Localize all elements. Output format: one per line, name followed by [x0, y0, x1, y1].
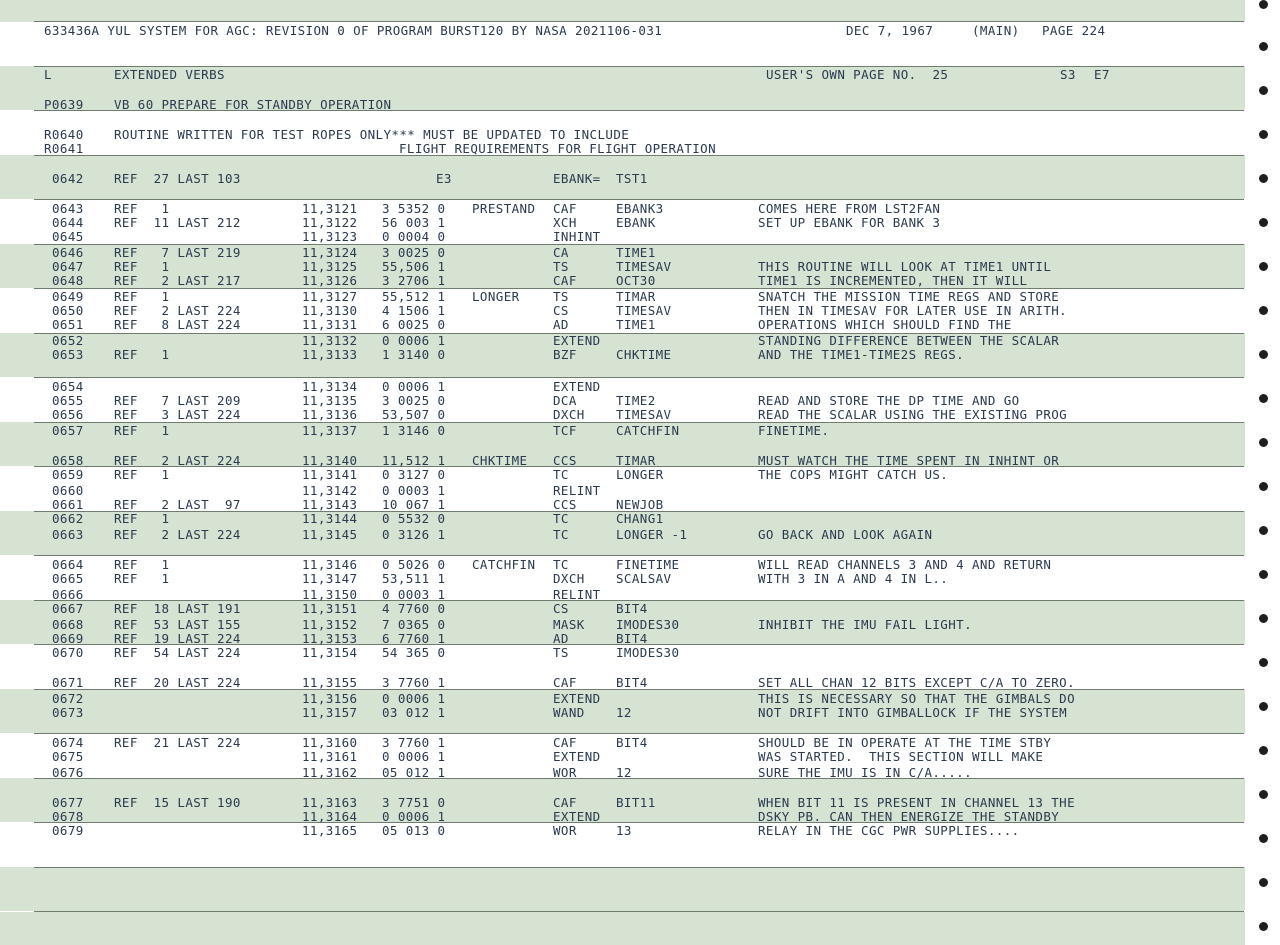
address: 11,3160: [302, 735, 358, 750]
feed-hole: [1259, 306, 1268, 315]
line-number: 0661: [52, 497, 84, 512]
comment: READ AND STORE THE DP TIME AND GO: [758, 393, 1020, 408]
opcode: CA: [553, 245, 569, 260]
preamble-text: ROUTINE WRITTEN FOR TEST ROPES ONLY*** MUST BE UPDATED TO INCLUDE: [114, 127, 630, 142]
operand: BIT11: [616, 795, 656, 810]
opcode: CAF: [553, 735, 577, 750]
octal-code: 03 012 1: [382, 705, 446, 720]
line-number: 0650: [52, 303, 84, 318]
operand: CHANG1: [616, 511, 664, 526]
address: 11,3123: [302, 229, 358, 244]
operand: SCALSAV: [616, 571, 672, 586]
ruled-line: [34, 733, 1244, 734]
opcode: DXCH: [553, 571, 585, 586]
ruled-line: [34, 911, 1244, 912]
listing-main: (MAIN): [972, 23, 1020, 38]
line-number: 0654: [52, 379, 84, 394]
ruled-line: [34, 377, 1244, 378]
operand: IMODES30: [616, 617, 680, 632]
line-number: 0675: [52, 749, 84, 764]
address: 11,3134: [302, 379, 358, 394]
line-number: 0649: [52, 289, 84, 304]
line-number: 0660: [52, 483, 84, 498]
comment: WILL READ CHANNELS 3 AND 4 AND RETURN: [758, 557, 1052, 572]
opcode: EXTEND: [553, 379, 601, 394]
address: 11,3162: [302, 765, 358, 780]
address: 11,3163: [302, 795, 358, 810]
line-number: 0656: [52, 407, 84, 422]
address: 11,3151: [302, 601, 358, 616]
octal-code: 54 365 0: [382, 645, 446, 660]
octal-code: 0 0003 1: [382, 483, 446, 498]
octal-code: 3 7760 1: [382, 675, 446, 690]
address: 11,3155: [302, 675, 358, 690]
feed-hole: [1259, 262, 1268, 271]
listing-date: DEC 7, 1967: [846, 23, 934, 38]
ref-column: REF 2 LAST 224: [114, 453, 241, 468]
comment: FINETIME.: [758, 423, 830, 438]
label: CHKTIME: [472, 453, 528, 468]
line-number: 0667: [52, 601, 84, 616]
ruled-line: [34, 867, 1244, 868]
opcode: TC: [553, 527, 569, 542]
octal-code: 3 7760 1: [382, 735, 446, 750]
ref-column: REF 1: [114, 511, 170, 526]
ref-column: REF 2 LAST 97: [114, 497, 241, 512]
opcode: BZF: [553, 347, 577, 362]
green-band: [0, 867, 1245, 911]
address: 11,3141: [302, 467, 358, 482]
octal-code: 4 1506 1: [382, 303, 446, 318]
line-number: 0673: [52, 705, 84, 720]
address: 11,3133: [302, 347, 358, 362]
ref-column: REF 1: [114, 423, 170, 438]
feed-hole: [1259, 922, 1268, 931]
opcode: TS: [553, 289, 569, 304]
feed-hole: [1259, 218, 1268, 227]
operand: 12: [616, 765, 632, 780]
address: 11,3150: [302, 587, 358, 602]
ref-column: REF 8 LAST 224: [114, 317, 241, 332]
feed-hole: [1259, 42, 1268, 51]
address: 11,3124: [302, 245, 358, 260]
comment: WAS STARTED. THIS SECTION WILL MAKE: [758, 749, 1044, 764]
octal-code: 0 0006 1: [382, 749, 446, 764]
preamble-number: P0639: [44, 97, 84, 112]
opcode: EXTEND: [553, 691, 601, 706]
ruled-line: [34, 778, 1244, 779]
address: 11,3154: [302, 645, 358, 660]
octal-code: 3 0025 0: [382, 245, 446, 260]
line-number: 0679: [52, 823, 84, 838]
octal-code: 3 5352 0: [382, 201, 446, 216]
ref-column: REF 1: [114, 347, 170, 362]
opcode: WOR: [553, 765, 577, 780]
address: 11,3127: [302, 289, 358, 304]
feed-hole: [1259, 174, 1268, 183]
octal-code: 0 0006 1: [382, 379, 446, 394]
comment: THIS IS NECESSARY SO THAT THE GIMBALS DO: [758, 691, 1076, 706]
opcode: EXTEND: [553, 333, 601, 348]
ruled-line: [34, 822, 1244, 823]
comment: WITH 3 IN A AND 4 IN L..: [758, 571, 949, 586]
comment: DSKY PB. CAN THEN ENERGIZE THE STANDBY: [758, 809, 1060, 824]
address: 11,3136: [302, 407, 358, 422]
octal-code: 0 0003 1: [382, 587, 446, 602]
section-e7: E7: [1094, 67, 1110, 82]
label: E3: [436, 171, 452, 186]
octal-code: 4 7760 0: [382, 601, 446, 616]
feed-hole: [1259, 350, 1268, 359]
comment: GO BACK AND LOOK AGAIN: [758, 527, 933, 542]
line-number: 0677: [52, 795, 84, 810]
ref-column: REF 1: [114, 201, 170, 216]
opcode: AD: [553, 317, 569, 332]
opcode: WAND: [553, 705, 585, 720]
comment: OPERATIONS WHICH SHOULD FIND THE: [758, 317, 1012, 332]
comment: TIME1 IS INCREMENTED, THEN IT WILL: [758, 273, 1028, 288]
opcode: EXTEND: [553, 749, 601, 764]
label: PRESTAND: [472, 201, 536, 216]
line-number: 0645: [52, 229, 84, 244]
opcode: EBANK=: [553, 171, 601, 186]
line-number: 0668: [52, 617, 84, 632]
address: 11,3164: [302, 809, 358, 824]
ref-column: REF 54 LAST 224: [114, 645, 241, 660]
operand: LONGER: [616, 467, 664, 482]
operand: TIMESAV: [616, 303, 672, 318]
operand: NEWJOB: [616, 497, 664, 512]
operand: TIME1: [616, 245, 656, 260]
preamble-number: R0640: [44, 127, 84, 142]
line-number: 0643: [52, 201, 84, 216]
opcode: TC: [553, 511, 569, 526]
octal-code: 0 5532 0: [382, 511, 446, 526]
preamble-number: R0641: [44, 141, 84, 156]
ref-column: REF 7 LAST 219: [114, 245, 241, 260]
comment: THIS ROUTINE WILL LOOK AT TIME1 UNTIL: [758, 259, 1052, 274]
comment: THE COPS MIGHT CATCH US.: [758, 467, 949, 482]
octal-code: 11,512 1: [382, 453, 446, 468]
feed-hole: [1259, 614, 1268, 623]
line-number: 0653: [52, 347, 84, 362]
address: 11,3161: [302, 749, 358, 764]
address: 11,3140: [302, 453, 358, 468]
opcode: MASK: [553, 617, 585, 632]
ref-column: REF 27 LAST 103: [114, 171, 241, 186]
ref-column: REF 1: [114, 467, 170, 482]
opcode: DXCH: [553, 407, 585, 422]
operand: IMODES30: [616, 645, 680, 660]
octal-code: 3 0025 0: [382, 393, 446, 408]
operand: BIT4: [616, 675, 648, 690]
opcode: TC: [553, 467, 569, 482]
feed-hole: [1259, 746, 1268, 755]
feed-hole: [1259, 878, 1268, 887]
line-number: 0646: [52, 245, 84, 260]
octal-code: 0 0006 1: [382, 691, 446, 706]
opcode: TS: [553, 645, 569, 660]
feed-hole: [1259, 790, 1268, 799]
opcode: TS: [553, 259, 569, 274]
opcode: RELINT: [553, 483, 601, 498]
opcode: EXTEND: [553, 809, 601, 824]
ref-column: REF 2 LAST 224: [114, 303, 241, 318]
opcode: CCS: [553, 453, 577, 468]
line-number: 0674: [52, 735, 84, 750]
ref-column: REF 1: [114, 557, 170, 572]
opcode: WOR: [553, 823, 577, 838]
operand: TST1: [616, 171, 648, 186]
feed-hole: [1259, 834, 1268, 843]
octal-code: 05 013 0: [382, 823, 446, 838]
comment: SNATCH THE MISSION TIME REGS AND STORE: [758, 289, 1060, 304]
ruled-line: [34, 555, 1244, 556]
address: 11,3156: [302, 691, 358, 706]
comment: RELAY IN THE CGC PWR SUPPLIES....: [758, 823, 1020, 838]
ref-column: REF 53 LAST 155: [114, 617, 241, 632]
octal-code: 0 3127 0: [382, 467, 446, 482]
octal-code: 05 012 1: [382, 765, 446, 780]
ref-column: REF 7 LAST 209: [114, 393, 241, 408]
operand: TIME2: [616, 393, 656, 408]
address: 11,3145: [302, 527, 358, 542]
line-number: 0657: [52, 423, 84, 438]
operand: BIT4: [616, 601, 648, 616]
octal-code: 0 3126 1: [382, 527, 446, 542]
address: 11,3143: [302, 497, 358, 512]
operand: 12: [616, 705, 632, 720]
line-number: 0648: [52, 273, 84, 288]
comment: READ THE SCALAR USING THE EXISTING PROG: [758, 407, 1068, 422]
ref-column: REF 11 LAST 212: [114, 215, 241, 230]
line-number: 0666: [52, 587, 84, 602]
comment: SHOULD BE IN OPERATE AT THE TIME STBY: [758, 735, 1052, 750]
line-number: 0665: [52, 571, 84, 586]
feed-hole: [1259, 0, 1268, 9]
octal-code: 53,507 0: [382, 407, 446, 422]
page-number: PAGE 224: [1042, 23, 1106, 38]
octal-code: 7 0365 0: [382, 617, 446, 632]
opcode: INHINT: [553, 229, 601, 244]
line-number: 0676: [52, 765, 84, 780]
opcode: CS: [553, 601, 569, 616]
line-number: 0669: [52, 631, 84, 646]
opcode: TC: [553, 557, 569, 572]
comment: COMES HERE FROM LST2FAN: [758, 201, 941, 216]
comment: MUST WATCH THE TIME SPENT IN INHINT OR: [758, 453, 1060, 468]
green-band: [0, 912, 1245, 945]
address: 11,3142: [302, 483, 358, 498]
operand: LONGER -1: [616, 527, 688, 542]
line-number: 0655: [52, 393, 84, 408]
operand: BIT4: [616, 631, 648, 646]
feed-hole: [1259, 86, 1268, 95]
feed-hole: [1259, 482, 1268, 491]
comment: NOT DRIFT INTO GIMBALLOCK IF THE SYSTEM: [758, 705, 1068, 720]
ref-column: REF 1: [114, 259, 170, 274]
opcode: CCS: [553, 497, 577, 512]
octal-code: 0 0004 0: [382, 229, 446, 244]
ref-column: REF 3 LAST 224: [114, 407, 241, 422]
section-name: EXTENDED VERBS: [114, 67, 225, 82]
tractor-feed-strip: [1245, 0, 1280, 945]
operand: CATCHFIN: [616, 423, 680, 438]
octal-code: 6 7760 1: [382, 631, 446, 646]
operand: EBANK3: [616, 201, 664, 216]
feed-hole: [1259, 570, 1268, 579]
line-number: 0652: [52, 333, 84, 348]
preamble-text: VB 60 PREPARE FOR STANDBY OPERATION: [114, 97, 392, 112]
opcode: CAF: [553, 675, 577, 690]
octal-code: 0 0006 1: [382, 809, 446, 824]
line-number: 0664: [52, 557, 84, 572]
ruled-line: [34, 21, 1244, 22]
octal-code: 3 2706 1: [382, 273, 446, 288]
label: CATCHFIN: [472, 557, 536, 572]
octal-code: 0 5026 0: [382, 557, 446, 572]
address: 11,3125: [302, 259, 358, 274]
feed-hole: [1259, 658, 1268, 667]
comment: INHIBIT THE IMU FAIL LIGHT.: [758, 617, 972, 632]
address: 11,3157: [302, 705, 358, 720]
operand: BIT4: [616, 735, 648, 750]
ruled-line: [34, 333, 1244, 334]
operand: EBANK: [616, 215, 656, 230]
opcode: RELINT: [553, 587, 601, 602]
line-number: 0651: [52, 317, 84, 332]
octal-code: 56 003 1: [382, 215, 446, 230]
feed-hole: [1259, 394, 1268, 403]
line-number: 0642: [52, 171, 84, 186]
feed-hole: [1259, 526, 1268, 535]
line-number: 0662: [52, 511, 84, 526]
operand: TIMAR: [616, 289, 656, 304]
ref-column: REF 1: [114, 289, 170, 304]
line-number: 0672: [52, 691, 84, 706]
comment: SET ALL CHAN 12 BITS EXCEPT C/A TO ZERO.: [758, 675, 1076, 690]
line-number: 0678: [52, 809, 84, 824]
comment: WHEN BIT 11 IS PRESENT IN CHANNEL 13 THE: [758, 795, 1076, 810]
opcode: CAF: [553, 201, 577, 216]
ref-column: REF 21 LAST 224: [114, 735, 241, 750]
line-number: 0647: [52, 259, 84, 274]
ref-column: REF 2 LAST 224: [114, 527, 241, 542]
octal-code: 0 0006 1: [382, 333, 446, 348]
feed-hole: [1259, 130, 1268, 139]
ref-column: REF 18 LAST 191: [114, 601, 241, 616]
operand: TIME1: [616, 317, 656, 332]
address: 11,3147: [302, 571, 358, 586]
line-number: 0658: [52, 453, 84, 468]
preamble-text: FLIGHT REQUIREMENTS FOR FLIGHT OPERATION: [399, 141, 717, 156]
feed-hole: [1259, 438, 1268, 447]
label: LONGER: [472, 289, 520, 304]
opcode: TCF: [553, 423, 577, 438]
octal-code: 53,511 1: [382, 571, 446, 586]
operand: TIMESAV: [616, 259, 672, 274]
opcode: AD: [553, 631, 569, 646]
ref-column: REF 19 LAST 224: [114, 631, 241, 646]
users-page-number: USER'S OWN PAGE NO. 25: [766, 67, 949, 82]
address: 11,3130: [302, 303, 358, 318]
section-log: L: [44, 67, 52, 82]
operand: TIMAR: [616, 453, 656, 468]
line-number: 0663: [52, 527, 84, 542]
line-number: 0670: [52, 645, 84, 660]
operand: CHKTIME: [616, 347, 672, 362]
address: 11,3135: [302, 393, 358, 408]
octal-code: 10 067 1: [382, 497, 446, 512]
address: 11,3122: [302, 215, 358, 230]
operand: TIMESAV: [616, 407, 672, 422]
line-number: 0671: [52, 675, 84, 690]
operand: 13: [616, 823, 632, 838]
comment: THEN IN TIMESAV FOR LATER USE IN ARITH.: [758, 303, 1068, 318]
opcode: CAF: [553, 273, 577, 288]
address: 11,3137: [302, 423, 358, 438]
octal-code: 55,512 1: [382, 289, 446, 304]
address: 11,3126: [302, 273, 358, 288]
octal-code: 6 0025 0: [382, 317, 446, 332]
line-number: 0659: [52, 467, 84, 482]
comment: STANDING DIFFERENCE BETWEEN THE SCALAR: [758, 333, 1060, 348]
comment: SURE THE IMU IS IN C/A.....: [758, 765, 972, 780]
opcode: CS: [553, 303, 569, 318]
octal-code: 1 3140 0: [382, 347, 446, 362]
octal-code: 1 3146 0: [382, 423, 446, 438]
octal-code: 55,506 1: [382, 259, 446, 274]
line-number: 0644: [52, 215, 84, 230]
octal-code: 3 7751 0: [382, 795, 446, 810]
opcode: XCH: [553, 215, 577, 230]
address: 11,3165: [302, 823, 358, 838]
address: 11,3131: [302, 317, 358, 332]
listing-title: 633436A YUL SYSTEM FOR AGC: REVISION 0 OF PROGRAM BURST120 BY NASA 2021106-031: [44, 23, 663, 38]
ruled-line: [34, 199, 1244, 200]
opcode: CAF: [553, 795, 577, 810]
ref-column: REF 20 LAST 224: [114, 675, 241, 690]
address: 11,3132: [302, 333, 358, 348]
section-s3: S3: [1060, 67, 1076, 82]
address: 11,3153: [302, 631, 358, 646]
comment: AND THE TIME1-TIME2S REGS.: [758, 347, 965, 362]
address: 11,3144: [302, 511, 358, 526]
operand: OCT30: [616, 273, 656, 288]
address: 11,3152: [302, 617, 358, 632]
address: 11,3121: [302, 201, 358, 216]
green-band: [0, 0, 1245, 22]
ref-column: REF 2 LAST 217: [114, 273, 241, 288]
ref-column: REF 1: [114, 571, 170, 586]
comment: SET UP EBANK FOR BANK 3: [758, 215, 941, 230]
feed-hole: [1259, 702, 1268, 711]
ref-column: REF 15 LAST 190: [114, 795, 241, 810]
operand: FINETIME: [616, 557, 680, 572]
address: 11,3146: [302, 557, 358, 572]
opcode: DCA: [553, 393, 577, 408]
